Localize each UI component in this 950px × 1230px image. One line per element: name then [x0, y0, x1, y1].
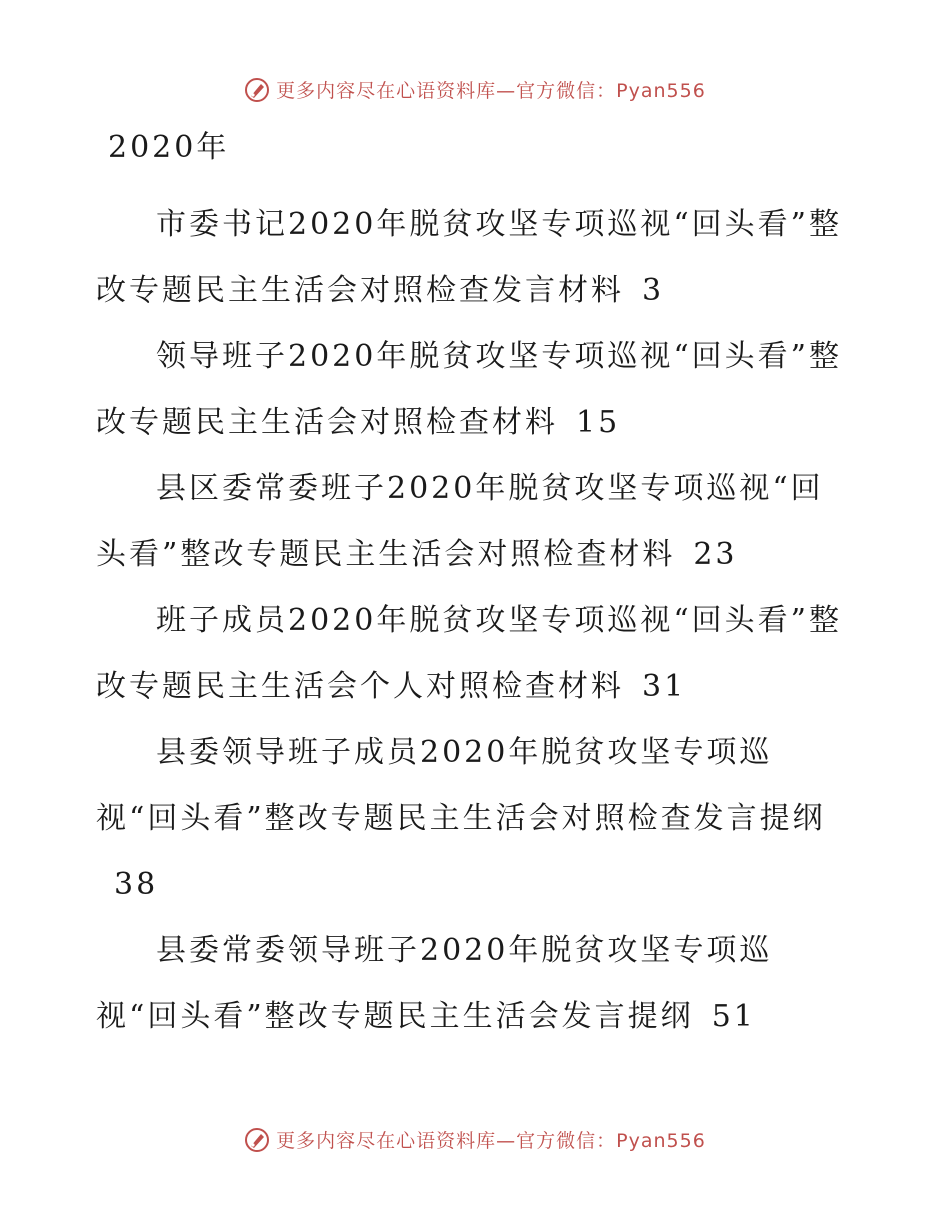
toc-entry-title: 县区委常委班子2020年脱贫攻坚专项巡视“回头看”整改专题民主生活会对照检查材料: [96, 471, 824, 572]
toc-entry[interactable]: [96, 918, 856, 1050]
pen-logo-icon: [244, 1127, 270, 1153]
header-watermark: [0, 76, 950, 103]
document-heading: 2020年: [108, 130, 230, 165]
watermark-text: 更多内容尽在心语资料库—官方微信：Pyan556: [276, 80, 706, 102]
toc-entry-page: 3: [642, 273, 665, 308]
toc-entry-page: 31: [642, 669, 687, 704]
toc-entry[interactable]: [96, 192, 856, 324]
toc-entry-page: 51: [711, 999, 756, 1034]
toc-entry-title: 领导班子2020年脱贫攻坚专项巡视“回头看”整改专题民主生活会对照检查材料: [96, 339, 843, 440]
toc-entry-page: 15: [576, 405, 621, 440]
toc-entry-title: 市委书记2020年脱贫攻坚专项巡视“回头看”整改专题民主生活会对照检查发言材料: [96, 207, 843, 308]
toc-entry-title: 县委常委领导班子2020年脱贫攻坚专项巡视“回头看”整改专题民主生活会发言提纲: [96, 933, 773, 1034]
table-of-contents: [96, 192, 856, 1050]
toc-entry[interactable]: [96, 456, 856, 588]
toc-entry[interactable]: [96, 720, 856, 918]
pen-logo-icon: [244, 77, 270, 103]
toc-entry[interactable]: [96, 324, 856, 456]
footer-watermark: [0, 1126, 950, 1153]
toc-entry-page: 23: [693, 537, 738, 572]
watermark-text: 更多内容尽在心语资料库—官方微信：Pyan556: [276, 1130, 706, 1152]
toc-entry-page: 38: [114, 867, 159, 902]
toc-entry[interactable]: [96, 588, 856, 720]
toc-entry-title: 县委领导班子成员2020年脱贫攻坚专项巡视“回头看”整改专题民主生活会对照检查发言提纲: [96, 735, 826, 836]
toc-entry-title: 班子成员2020年脱贫攻坚专项巡视“回头看”整改专题民主生活会个人对照检查材料: [96, 603, 843, 704]
